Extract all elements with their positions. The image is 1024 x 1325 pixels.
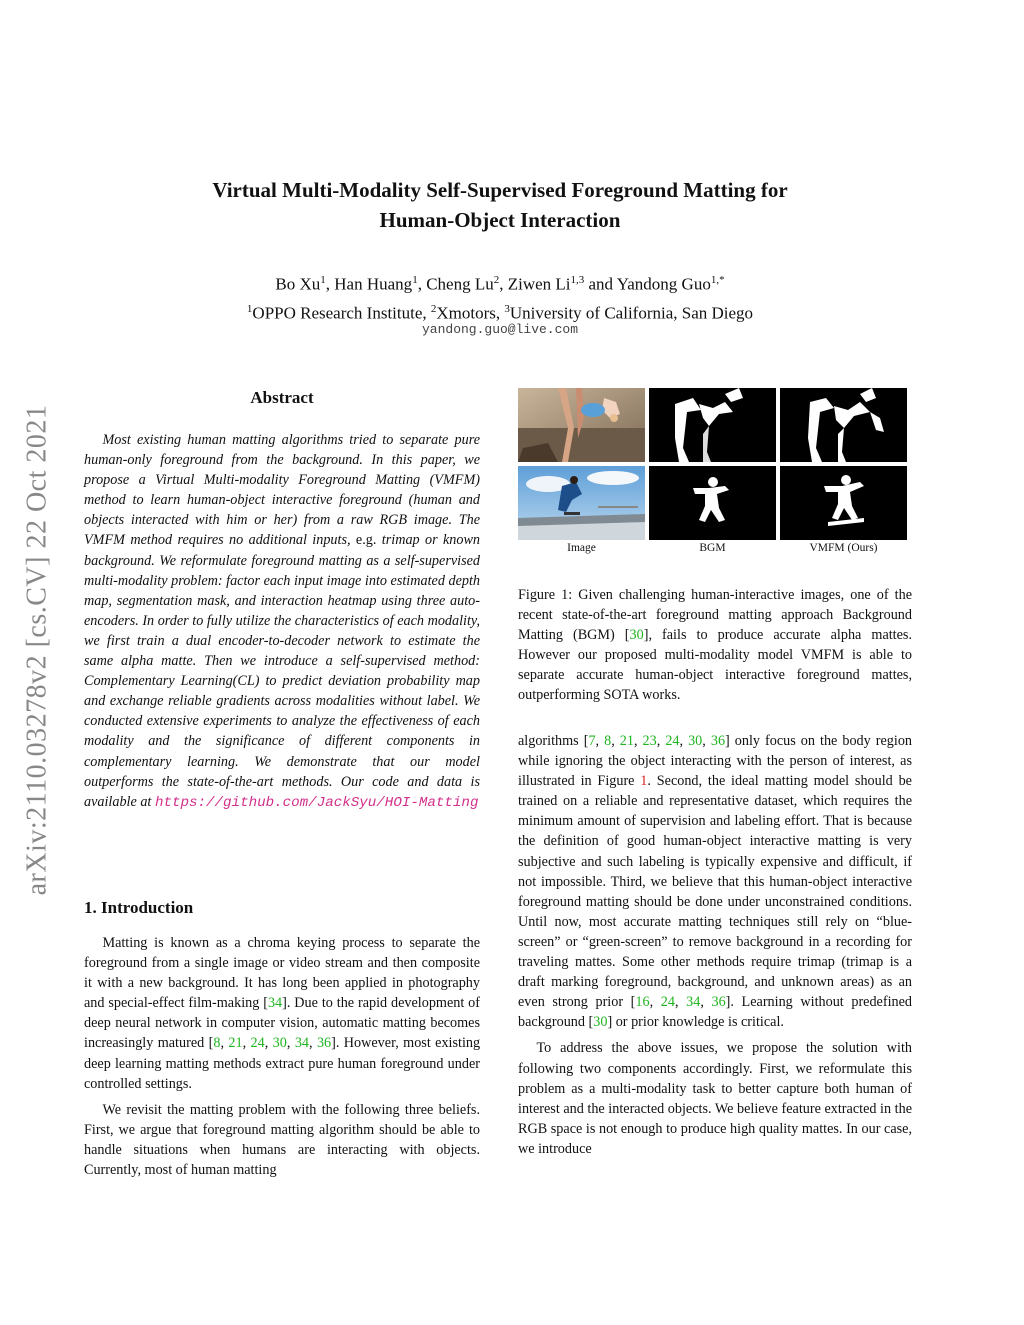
text-run: ]. Learning without predefined background [ bbox=[518, 994, 913, 1031]
title-line-2: Human-Object Interaction bbox=[379, 208, 621, 232]
text-run: ], fails to produce accurate alpha mattes. However our proposed multi-modality model VMFM is able to separate accurate human-object interactive foreground mattes, outperforming SOTA works. bbox=[518, 627, 912, 704]
citation-link[interactable]: 8 bbox=[604, 733, 612, 749]
figure-1-caption bbox=[518, 585, 912, 706]
citation-link[interactable]: 23 bbox=[642, 733, 657, 749]
citation-link[interactable]: 30 bbox=[593, 1014, 608, 1031]
author-and: and bbox=[588, 274, 614, 294]
aff-sup: 1 bbox=[246, 302, 253, 315]
fig-bgm-skater bbox=[649, 466, 776, 540]
citation-link[interactable]: 30 bbox=[688, 733, 703, 749]
text-run: algorithms [ bbox=[518, 733, 589, 749]
paper-title bbox=[110, 175, 890, 235]
arxiv-id-text: arXiv:2110.03278v2 [cs.CV] 22 Oct 2021 bbox=[21, 404, 53, 896]
abstract-text-2: trimap or known background. We reformulate foreground matting as a self-supervised multi-modality problem: factor each input image into estimated depth map, segmentation mask, and interaction heatmap using three auto-encoders. In order to fully utilize the characteristics of each modality, we first train a dual encoder-to-decoder network to estimate the same alpha matte. Then we introduce a self-supervised method: Complementary Learning(CL) to predict deviation probability map and exchange reliable gradients across modalities without label. We conducted extensive experiments to analyze the effectiveness of each modality and the significance of different components in complementary learning. We demonstrate that our model outperforms the state-of-the-art methods. Our code and data is available at bbox=[84, 532, 481, 810]
author-name: Cheng Lu bbox=[426, 274, 494, 294]
aff-sup: 3 bbox=[504, 302, 510, 315]
citation-link[interactable]: 36 bbox=[316, 1035, 332, 1052]
author-name: Bo Xu bbox=[275, 274, 321, 294]
author-name: Ziwen Li bbox=[507, 274, 571, 294]
text-run: ]. However, most existing deep learning matting methods extract pure human foreground under controlled settings. bbox=[84, 1035, 481, 1092]
author-sup: 1,* bbox=[710, 274, 725, 286]
author-name: Yandong Guo bbox=[616, 274, 711, 294]
intro-paragraph-4: To address the above issues, we propose the solution with following two components accordingly. First, we reformulate this problem as a multi-modality task to better capture both human of interest and the interacted objects. We believe feature extracted in the RGB space is not enough to produce high quality mattes. In our case, we introduce bbox=[518, 1040, 912, 1157]
citation-link[interactable]: 34 bbox=[294, 1035, 309, 1052]
abstract-heading: Abstract bbox=[250, 388, 314, 407]
citation-link[interactable]: 36 bbox=[711, 994, 726, 1011]
fig-label-vmfm: VMFM (Ours) bbox=[809, 542, 878, 554]
author-sup: 1 bbox=[412, 274, 418, 286]
fig-label-image: Image bbox=[567, 542, 596, 554]
fig-image-aerial bbox=[518, 388, 645, 462]
fig-vmfm-aerial bbox=[780, 388, 907, 462]
arxiv-side-label bbox=[0, 355, 75, 945]
fig-vmfm-skater bbox=[780, 466, 907, 540]
figure-1-labels bbox=[518, 542, 910, 554]
author-name: Han Huang bbox=[334, 274, 413, 294]
affiliation: Xmotors, bbox=[436, 303, 501, 323]
text-run: Matting is known as a chroma keying process to separate the foreground from a single image or video stream and then composite it with a new background. It has long been applied in photography and special-effect film-making [ bbox=[84, 935, 480, 1012]
fig-bgm-aerial bbox=[649, 388, 776, 462]
author-sup: 1,3 bbox=[570, 274, 585, 286]
citation-link[interactable]: 7 bbox=[588, 733, 596, 749]
author-list: Bo Xu$^1$, Han Huang$^1$, Cheng Lu$^2$, Ziwen Li$^{1,3}$ and Yandong Guo$^{1,*}$ bbox=[275, 274, 725, 294]
author-block bbox=[110, 268, 890, 325]
section-heading-introduction: 1. Introduction bbox=[84, 898, 194, 917]
title-line-1: Virtual Multi-Modality Self-Supervised Foreground Matting for bbox=[212, 178, 788, 202]
abstract-eg: e.g. bbox=[355, 532, 377, 549]
citation-link[interactable]: 16 bbox=[635, 994, 650, 1011]
intro-paragraph-2: We revisit the matting problem with the following three beliefs. First, we argue that foreground matting algorithm should be able to handle situations when humans are interacting with objects. Currently, most of human matting bbox=[84, 1101, 480, 1179]
citation-link[interactable]: 24 bbox=[665, 733, 680, 749]
affiliation: University of California, San Diego bbox=[509, 303, 754, 323]
citation-link[interactable]: 24 bbox=[660, 994, 675, 1011]
author-sup: 2 bbox=[493, 274, 500, 286]
citation-link[interactable]: 36 bbox=[710, 733, 726, 749]
text-run: . Second, the ideal matting model should be trained on a reliable and representative dataset, which requires the minimum amount of supervision and labeling effort. That is because the definition of good human-object interactive matting is very subjective and such labeling is typically expensive and difficult, if not impossible. Third, we believe that this human-object interactive foreground matting should be done under unconstrained conditions. Until now, most accurate matting techniques still rely on “blue-screen” or “green-screen” to remove background in a recording for traveling mattes. Some other methods require trimap (trimap is a draft marking foreground, background, and unknown areas) as an even strong prior [ bbox=[518, 773, 912, 1011]
text-run: ] or prior knowledge is critical. bbox=[607, 1014, 784, 1031]
citation-link[interactable]: 34 bbox=[267, 995, 283, 1012]
citation-link[interactable]: 8 bbox=[213, 1035, 221, 1052]
text-run: Figure 1: Given challenging human-interactive images, one of the recent state-of-the-art foreground matting approach Background Matting (BGM) [ bbox=[518, 587, 912, 644]
author-sup: 1 bbox=[320, 274, 326, 286]
citation-link[interactable]: 30 bbox=[629, 627, 644, 644]
citation-link[interactable]: 21 bbox=[228, 1035, 243, 1052]
citation-link[interactable]: 24 bbox=[250, 1035, 265, 1052]
citation-link[interactable]: 21 bbox=[619, 733, 634, 749]
figure-1 bbox=[518, 388, 910, 554]
figure-1-grid bbox=[518, 388, 910, 540]
intro-paragraph-3: algorithms [7, 8, 21, 23, 24, 30, 36] only focus on the body region while ignoring the object interacting with the person of interest, as illustrated in Figure 1. Second, the ideal matting model should be trained on a reliable and representative dataset, which requires the minimum amount of supervision and labeling effort. That is because the definition of good human-object interactive matting is very subjective and such labeling is typically expensive and difficult, if not impossible. Third, we believe that this human-object interactive foreground matting should be done under unconstrained conditions. Until now, most accurate matting techniques still rely on “blue-screen” or “green-screen” to remove background in a recording for traveling mattes. Some other methods require trimap (trimap is a draft marking foreground, background, and unknown areas) as an even strong prior [16, 24, 34, 36]. Learning without predefined background [30] or prior knowledge is critical. bbox=[518, 733, 913, 1031]
fig-label-bgm: BGM bbox=[699, 542, 726, 554]
intro-paragraph-1: Matting is known as a chroma keying process to separate the foreground from a single image or video stream and then composite it with a new background. It has long been applied in photography and special-effect film-making [34]. Due to the rapid development of deep neural network in computer vision, automatic matting becomes increasingly matured [8, 21, 24, 30, 34, 36]. However, most existing deep learning matting methods extract pure human foreground under controlled settings. bbox=[84, 935, 481, 1092]
fig-image-skater bbox=[518, 466, 645, 540]
text-run: ]. Due to the rapid development of deep neural network in computer vision, automatic matting becomes increasingly matured [ bbox=[84, 995, 480, 1052]
citation-link[interactable]: 34 bbox=[686, 994, 701, 1011]
affiliation-list bbox=[110, 297, 890, 326]
text-run: ] only focus on the body region while ignoring the object interacting with the person of interest, as illustrated in Figure bbox=[518, 733, 913, 790]
figure-ref-link[interactable]: 1 bbox=[640, 773, 648, 790]
aff-sup: 2 bbox=[430, 302, 437, 315]
contact-email[interactable]: yandong.guo@live.com bbox=[421, 322, 579, 337]
intro-right-column bbox=[518, 731, 912, 1165]
abstract-body bbox=[84, 430, 480, 813]
code-link[interactable]: https://github.com/JackSyu/HOI-Matting bbox=[154, 794, 479, 811]
citation-link[interactable]: 30 bbox=[272, 1035, 287, 1052]
abstract-text-1: Most existing human matting algorithms tried to separate pure human-only foreground from the background. In this paper, we propose a Virtual Multi-modality Foreground Matting (VMFM) method to learn human-object interactive foreground (human and objects interacted with him or her) from a raw RGB image. The VMFM method requires no additional inputs, bbox=[84, 432, 480, 549]
intro-left-column bbox=[84, 933, 480, 1186]
affiliation: OPPO Research Institute, bbox=[252, 303, 427, 323]
